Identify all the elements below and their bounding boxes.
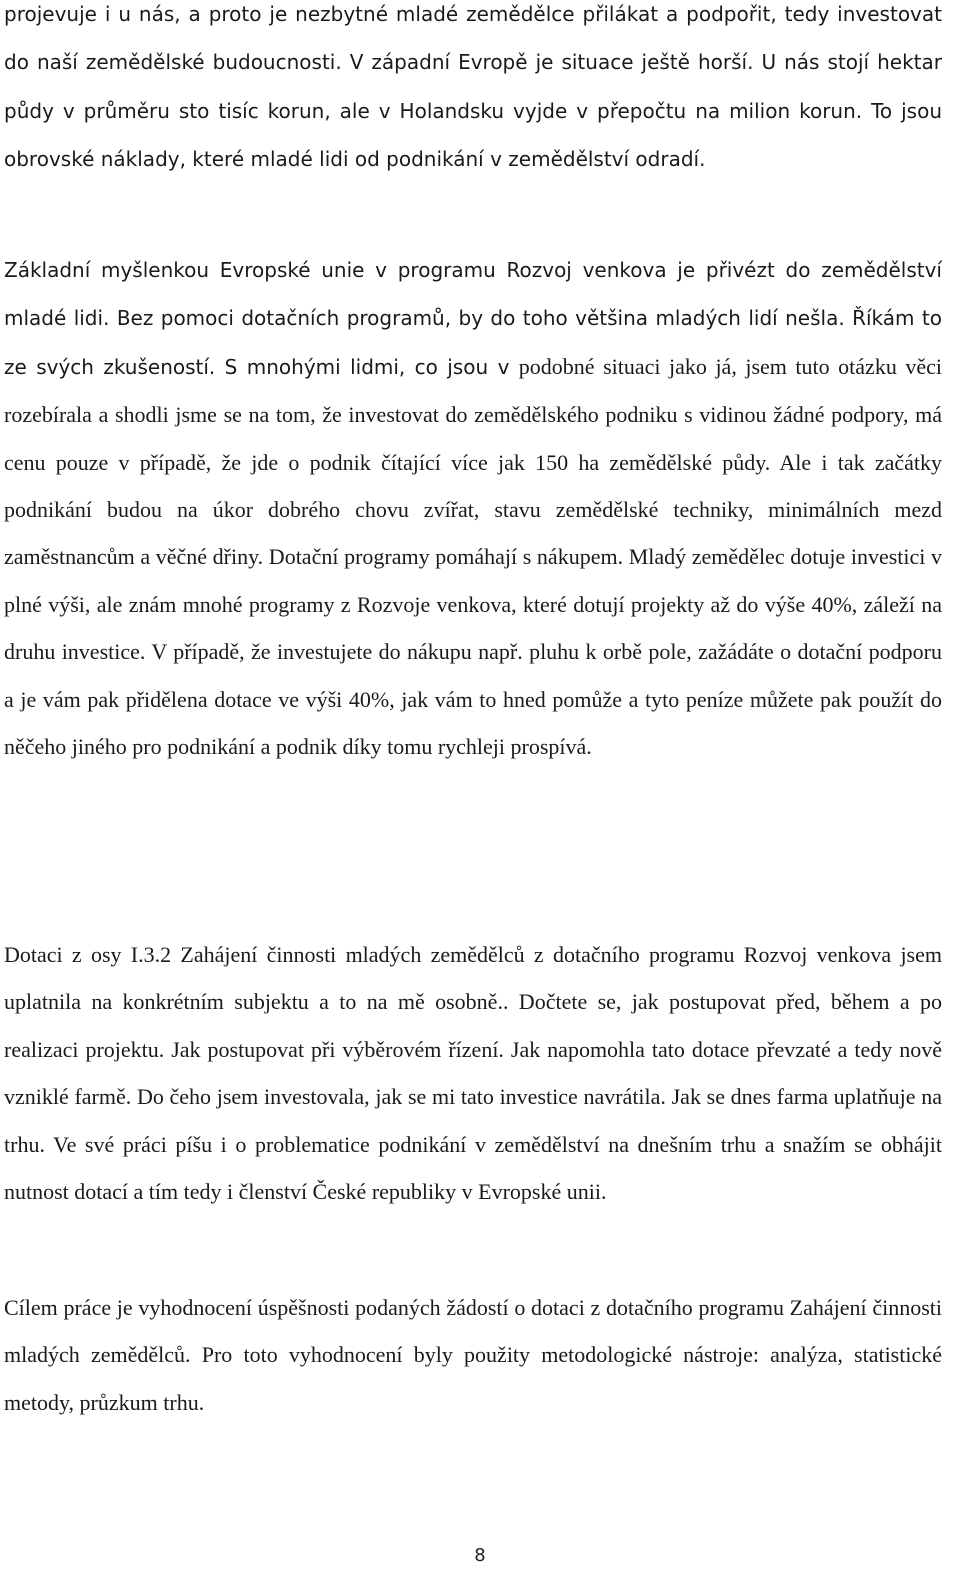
paragraph-2 xyxy=(4,246,942,770)
paragraph-3-text: Dotaci z osy I.3.2 Zahájení činnosti mladých zemědělců z dotačního programu Rozvoj venkova jsem uplatnila na konkrétním subjektu a to na mě osobně.. Dočtete se, jak postupovat před, během a po realizaci projektu. Jak postupovat při výběrovém řízení. Jak napomohla tato dotace převzaté a tedy nově vzniklé farmě. Do čeho jsem investovala, jak se mi tato investice navrátila. Jak se dnes farma uplatňuje na trhu. Ve své práci píšu i o problematice podnikání v zemědělství na dnešním trhu a snažím se obhájit nutnost dotací a tím tedy i členství České republiky v Evropské unii. xyxy=(4,942,942,1205)
paragraph-1 xyxy=(4,0,942,184)
paragraph-2-text-part2: podobné situaci jako já, jsem tuto otázku věci rozebírala a shodli jsme se na tom, že investovat do zemědělského podniku s vidinou žádné podpory, má cenu pouze v případě, že jde o podnik čítající více jak 150 ha zemědělské půdy. Ale i tak začátky podnikání budou na úkor dobrého chovu zvířat, stavu zemědělské techniky, minimálních mezd zaměstnancům a věčné dřiny. Dotační programy pomáhají s nákupem. Mladý zemědělec dotuje investici v plné výši, ale znám mnohé programy z Rozvoje venkova, které dotují projekty až do výše 40%, záleží na druhu investice. V případě, že investujete do nákupu např. pluhu k orbě pole, zažádáte o dotační podporu a je vám pak přidělena dotace ve výši 40%, jak vám to hned pomůže a tyto peníze můžete pak použít do něčeho jiného pro podnikání a podnik díky tomu rychleji prospívá. xyxy=(4,353,942,760)
paragraph-4-text: Cílem práce je vyhodnocení úspěšnosti podaných žádostí o dotaci z dotačního programu Zahájení činnosti mladých zemědělců. Pro toto vyhodnocení byly použity metodologické nástroje: analýza, statistické metody, průzkum trhu. xyxy=(4,1295,942,1415)
paragraph-3 xyxy=(4,931,942,1215)
paragraph-1-text: projevuje i u nás, a proto je nezbytné mladé zemědělce přilákat a podpořit, tedy investovat do naší zemědělské budoucnosti. V západní Evropě je situace ještě horší. U nás stojí hektar půdy v průměru sto tisíc korun, ale v Holandsku vyjde v přepočtu na milion korun. To jsou obrovské náklady, které mladé lidi od podnikání v zemědělství odradí. xyxy=(4,2,942,172)
paragraph-2-text-part1: Základní myšlenkou Evropské unie v programu Rozvoj venkova je přivézt do zemědělství mladé lidi. Bez pomoci dotačních programů, by do toho většina mladých lidí nešla. Říkám to ze svých zkušeností. S mnohými lidmi, co jsou v xyxy=(4,258,942,379)
page-number: 8 xyxy=(474,1545,486,1566)
paragraph-4 xyxy=(4,1284,942,1426)
